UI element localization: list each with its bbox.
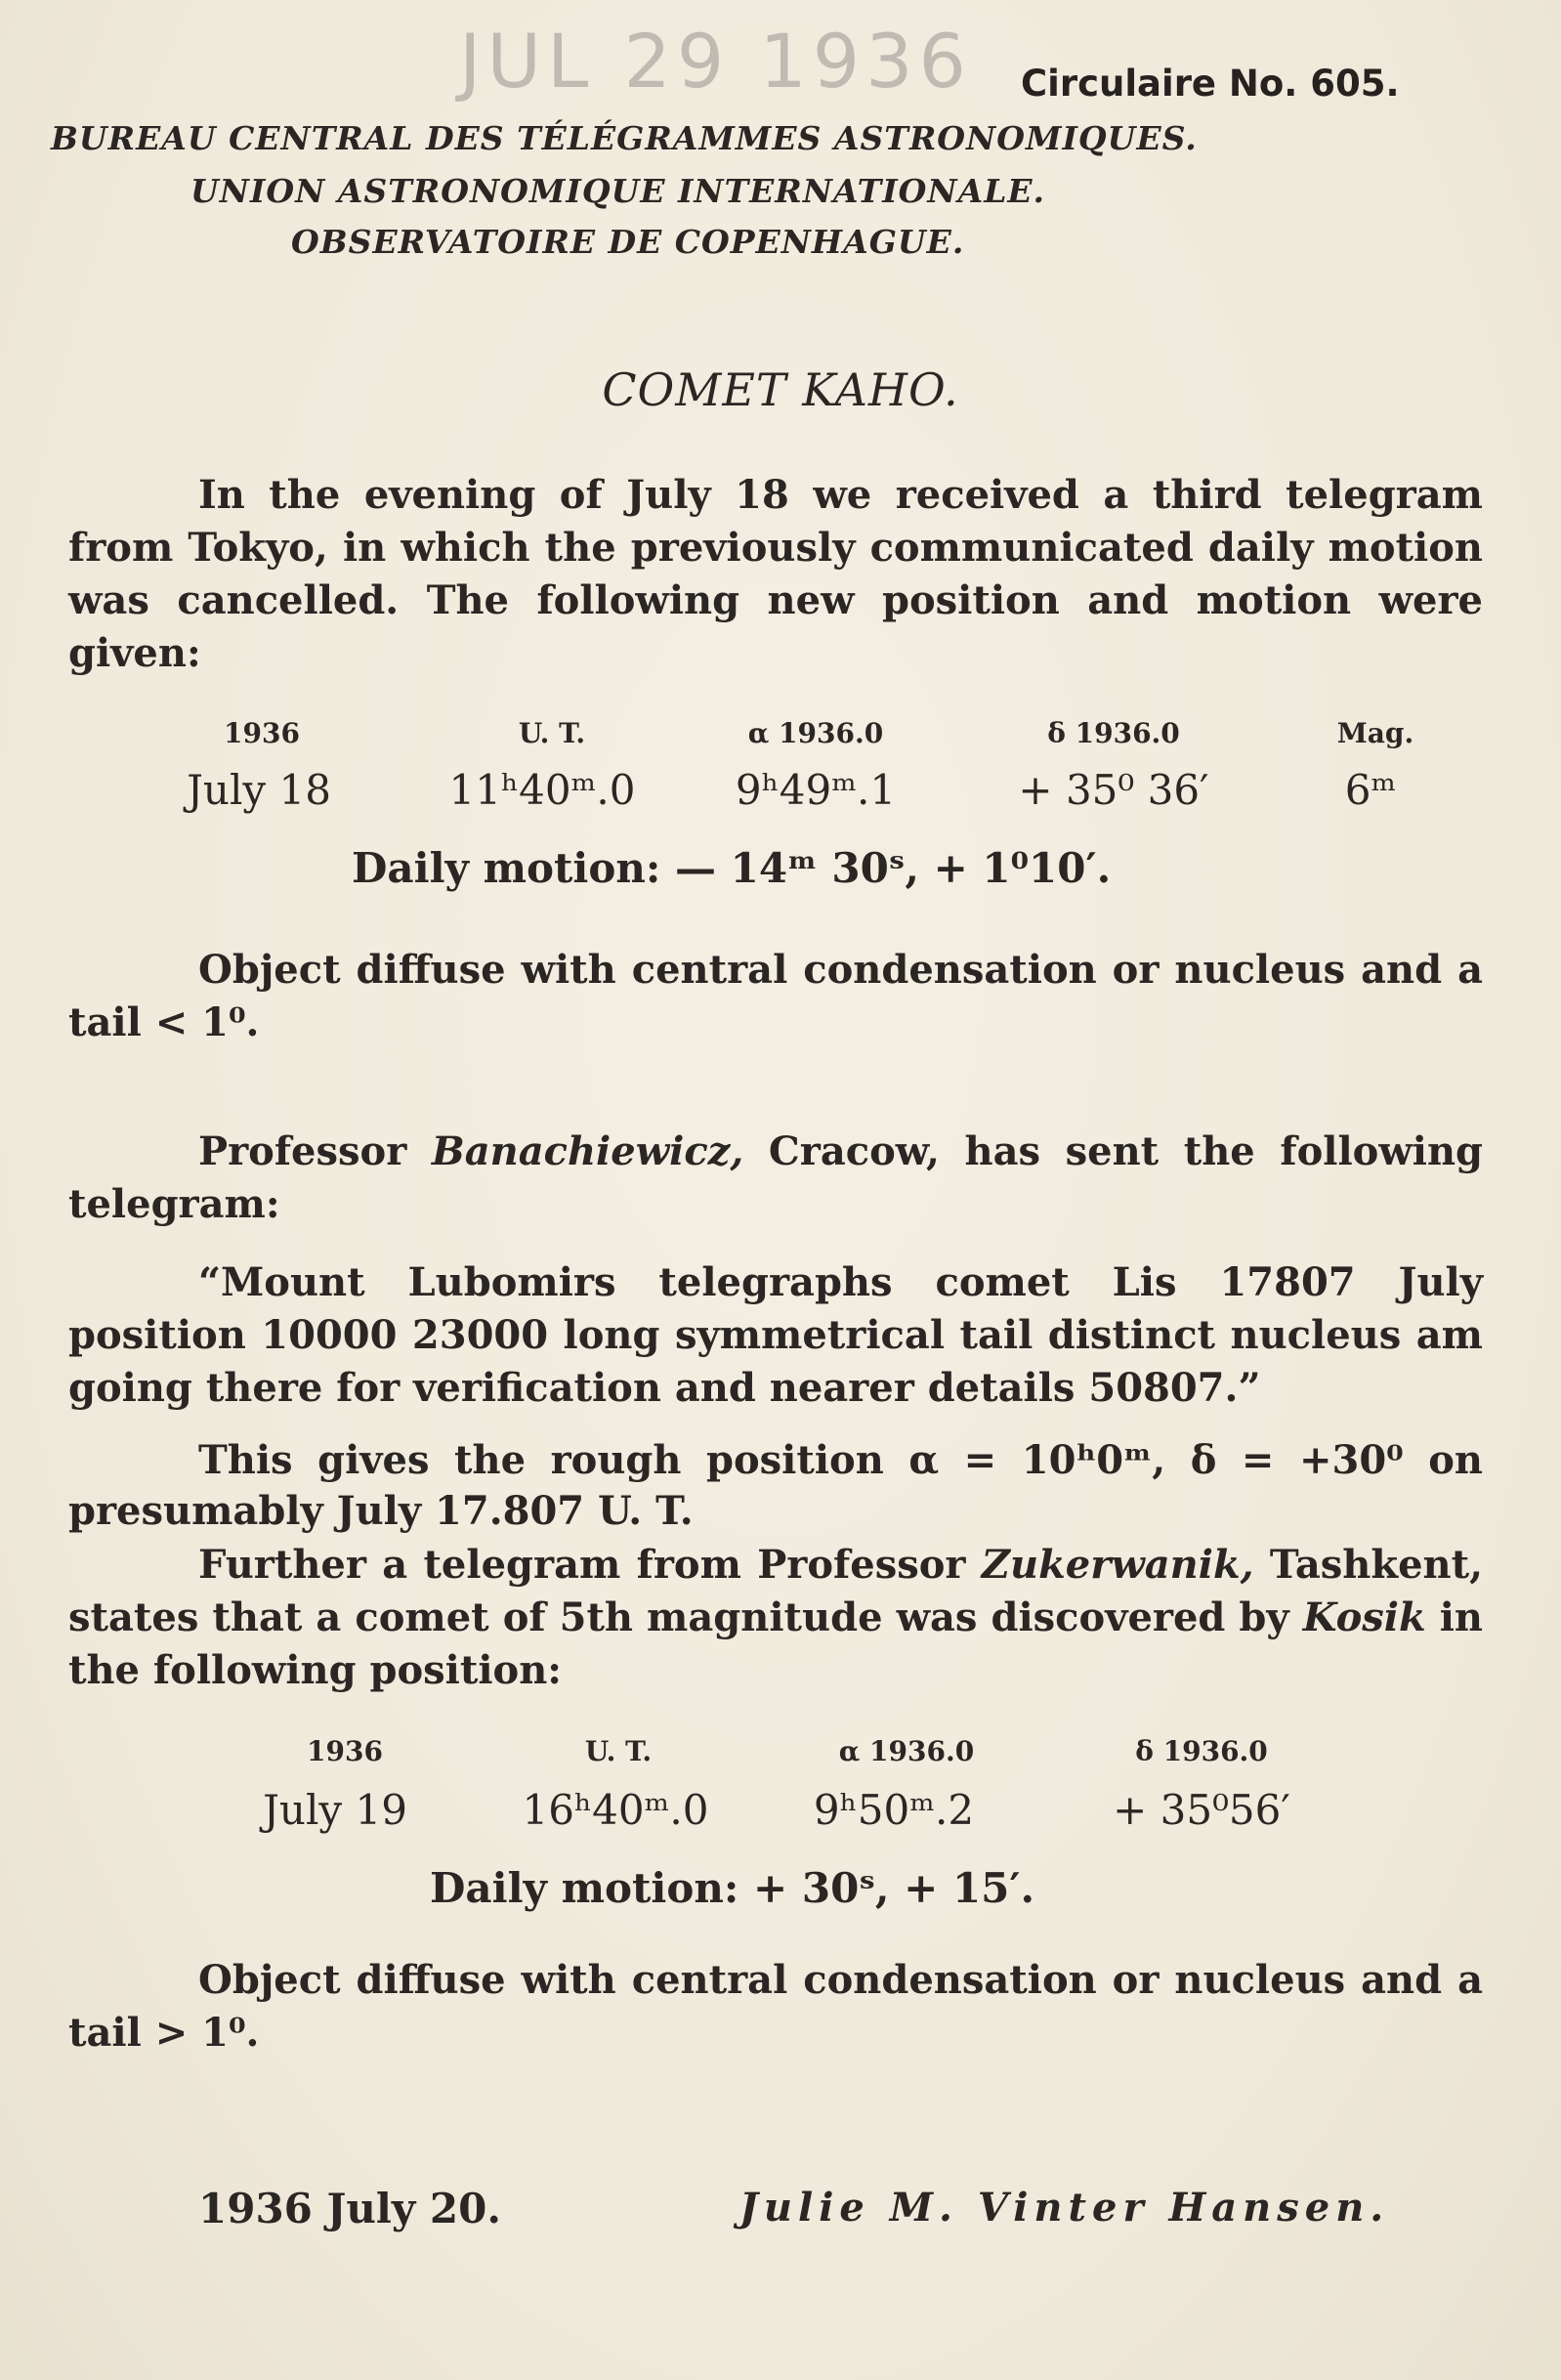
table2-header-ut: U. T. <box>584 1735 653 1767</box>
paragraph-zukerwanik <box>68 1539 1483 1697</box>
table1-date: July 18 <box>187 766 331 814</box>
table1-header-mag: Mag. <box>1336 717 1414 749</box>
signature-date: 1936 July 20. <box>198 2185 501 2232</box>
circular-number: Circulaire No. 605. <box>1021 63 1400 105</box>
p6-text-middle: Tashkent, states that a comet of 5th magnitude was discovered by <box>68 1542 1484 1640</box>
table2-header-year: 1936 <box>307 1735 383 1767</box>
table2-row <box>0 1786 1561 1839</box>
p6-text-before: Further a telegram from Professor <box>198 1542 982 1588</box>
table2-header-ra: α 1936.0 <box>838 1735 975 1767</box>
paragraph-rough-position: This gives the rough position α = 10ʰ0ᵐ, δ = +30⁰ on presumably July 17.807 U. T. <box>68 1437 1483 1534</box>
header-bureau: BUREAU CENTRAL DES TÉLÉGRAMMES ASTRONOMIQUES. <box>51 119 1198 157</box>
table1-mag: 6ᵐ <box>1344 766 1397 814</box>
table1-row <box>0 766 1561 819</box>
table1-dec: + 35⁰ 36′ <box>1018 766 1209 814</box>
table2-ra: 9ʰ50ᵐ.2 <box>813 1786 975 1834</box>
paragraph-object-description-2: Object diffuse with central condensation or nucleus and a tail > 1⁰. <box>68 1957 1483 2056</box>
received-date-stamp: JUL 29 1936 <box>459 18 972 105</box>
paragraph-object-description-1: Object diffuse with central condensation or nucleus and a tail < 1⁰. <box>68 947 1483 1045</box>
table2-dec: + 35⁰56′ <box>1113 1786 1290 1834</box>
table2-ut: 16ʰ40ᵐ.0 <box>522 1786 709 1834</box>
paragraph-banachiewicz <box>68 1126 1483 1231</box>
table1-header <box>0 717 1561 756</box>
page-title: COMET KAHO. <box>602 363 959 416</box>
table1-header-dec: δ 1936.0 <box>1047 717 1180 749</box>
table2-header <box>0 1735 1561 1774</box>
table1-ra: 9ʰ49ᵐ.1 <box>735 766 897 814</box>
p6-text-after: in the following position: <box>68 1594 1484 1693</box>
p3-text-before: Professor <box>198 1128 432 1174</box>
table1-ut: 11ʰ40ᵐ.0 <box>448 766 636 814</box>
table1-header-year: 1936 <box>224 717 300 749</box>
header-observatory: OBSERVATOIRE DE COPENHAGUE. <box>291 223 965 261</box>
table2-date: July 19 <box>263 1786 407 1834</box>
person-zukerwanik: Zukerwanik, <box>981 1542 1254 1588</box>
table1-header-ra: α 1936.0 <box>747 717 884 749</box>
header-union: UNION ASTRONOMIQUE INTERNATIONALE. <box>190 172 1046 210</box>
paragraph-telegram-tokyo: In the evening of July 18 we received a third telegram from Tokyo, in which the previously communicated daily motion was cancelled. The following new position and motion were given: <box>68 472 1483 676</box>
table2-header-dec: δ 1936.0 <box>1135 1735 1268 1767</box>
p3-text-after: Cracow, has sent the following telegram: <box>68 1128 1483 1227</box>
table1-header-ut: U. T. <box>518 717 586 749</box>
person-banachiewicz: Banachiewicz, <box>431 1128 744 1174</box>
signature-name: Julie M. Vinter Hansen. <box>739 2185 1390 2231</box>
paragraph-telegram-quote: “Mount Lubomirs telegraphs comet Lis 17807 July position 10000 23000 long symmetrical tail distinct nucleus am going there for verification and nearer details 50807.” <box>68 1259 1483 1411</box>
table2-daily-motion: Daily motion: + 30ˢ, + 15′. <box>430 1864 1035 1912</box>
person-kosik: Kosik <box>1302 1594 1426 1640</box>
table1-daily-motion: Daily motion: — 14ᵐ 30ˢ, + 1⁰10′. <box>352 844 1112 892</box>
